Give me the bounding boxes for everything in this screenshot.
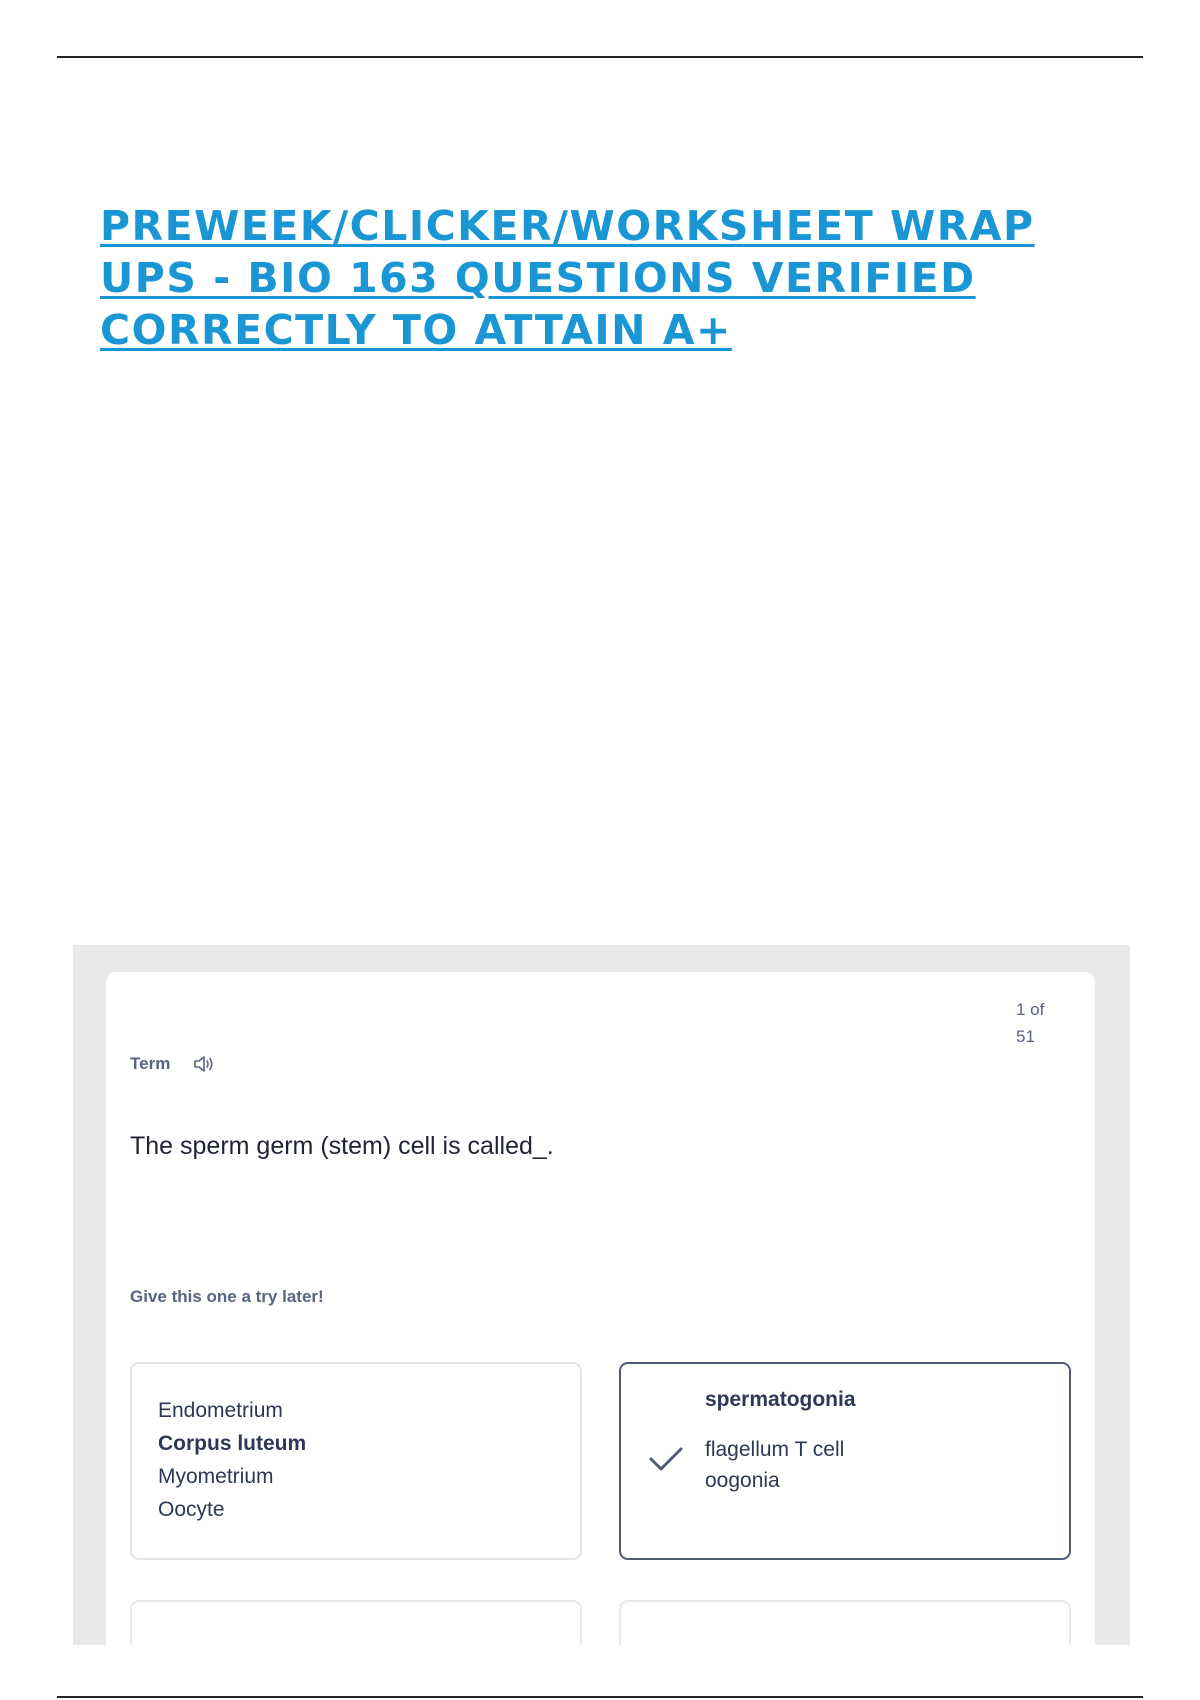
checkmark-icon: [647, 1444, 685, 1474]
document-title[interactable]: PREWEEK/CLICKER/WORKSHEET WRAP UPS - BIO 163 QUESTIONS VERIFIED CORRECTLY TO ATTAIN A+: [100, 202, 1035, 354]
option-line: Oocyte: [158, 1498, 225, 1521]
option-line: Corpus luteum: [158, 1432, 307, 1455]
term-label: Term: [130, 1054, 171, 1073]
option-line: Endometrium: [158, 1399, 283, 1422]
try-later-hint[interactable]: Give this one a try later!: [130, 1287, 324, 1306]
option-line: Myometrium: [158, 1465, 274, 1488]
flashcard-screenshot: [73, 945, 1130, 1645]
answer-option-4[interactable]: [619, 1600, 1071, 1645]
top-rule: [57, 56, 1143, 58]
option-title: spermatogonia: [705, 1388, 856, 1411]
speaker-icon[interactable]: [192, 1054, 216, 1074]
answer-option-1-lines: [158, 1394, 306, 1526]
bottom-rule: [57, 1696, 1143, 1698]
answer-option-2-lines: [705, 1434, 844, 1496]
answer-option-2-selected[interactable]: [619, 1362, 1071, 1560]
card-counter: 1 of 51: [1016, 1000, 1045, 1046]
option-line: flagellum T cell: [705, 1438, 845, 1461]
answer-option-1[interactable]: [130, 1362, 582, 1560]
question-text: The sperm germ (stem) cell is called_.: [130, 1132, 554, 1160]
option-line: oogonia: [705, 1469, 780, 1492]
term-header: [130, 1054, 216, 1074]
flashcard-card: [106, 972, 1095, 1645]
answer-option-3[interactable]: [130, 1600, 582, 1645]
